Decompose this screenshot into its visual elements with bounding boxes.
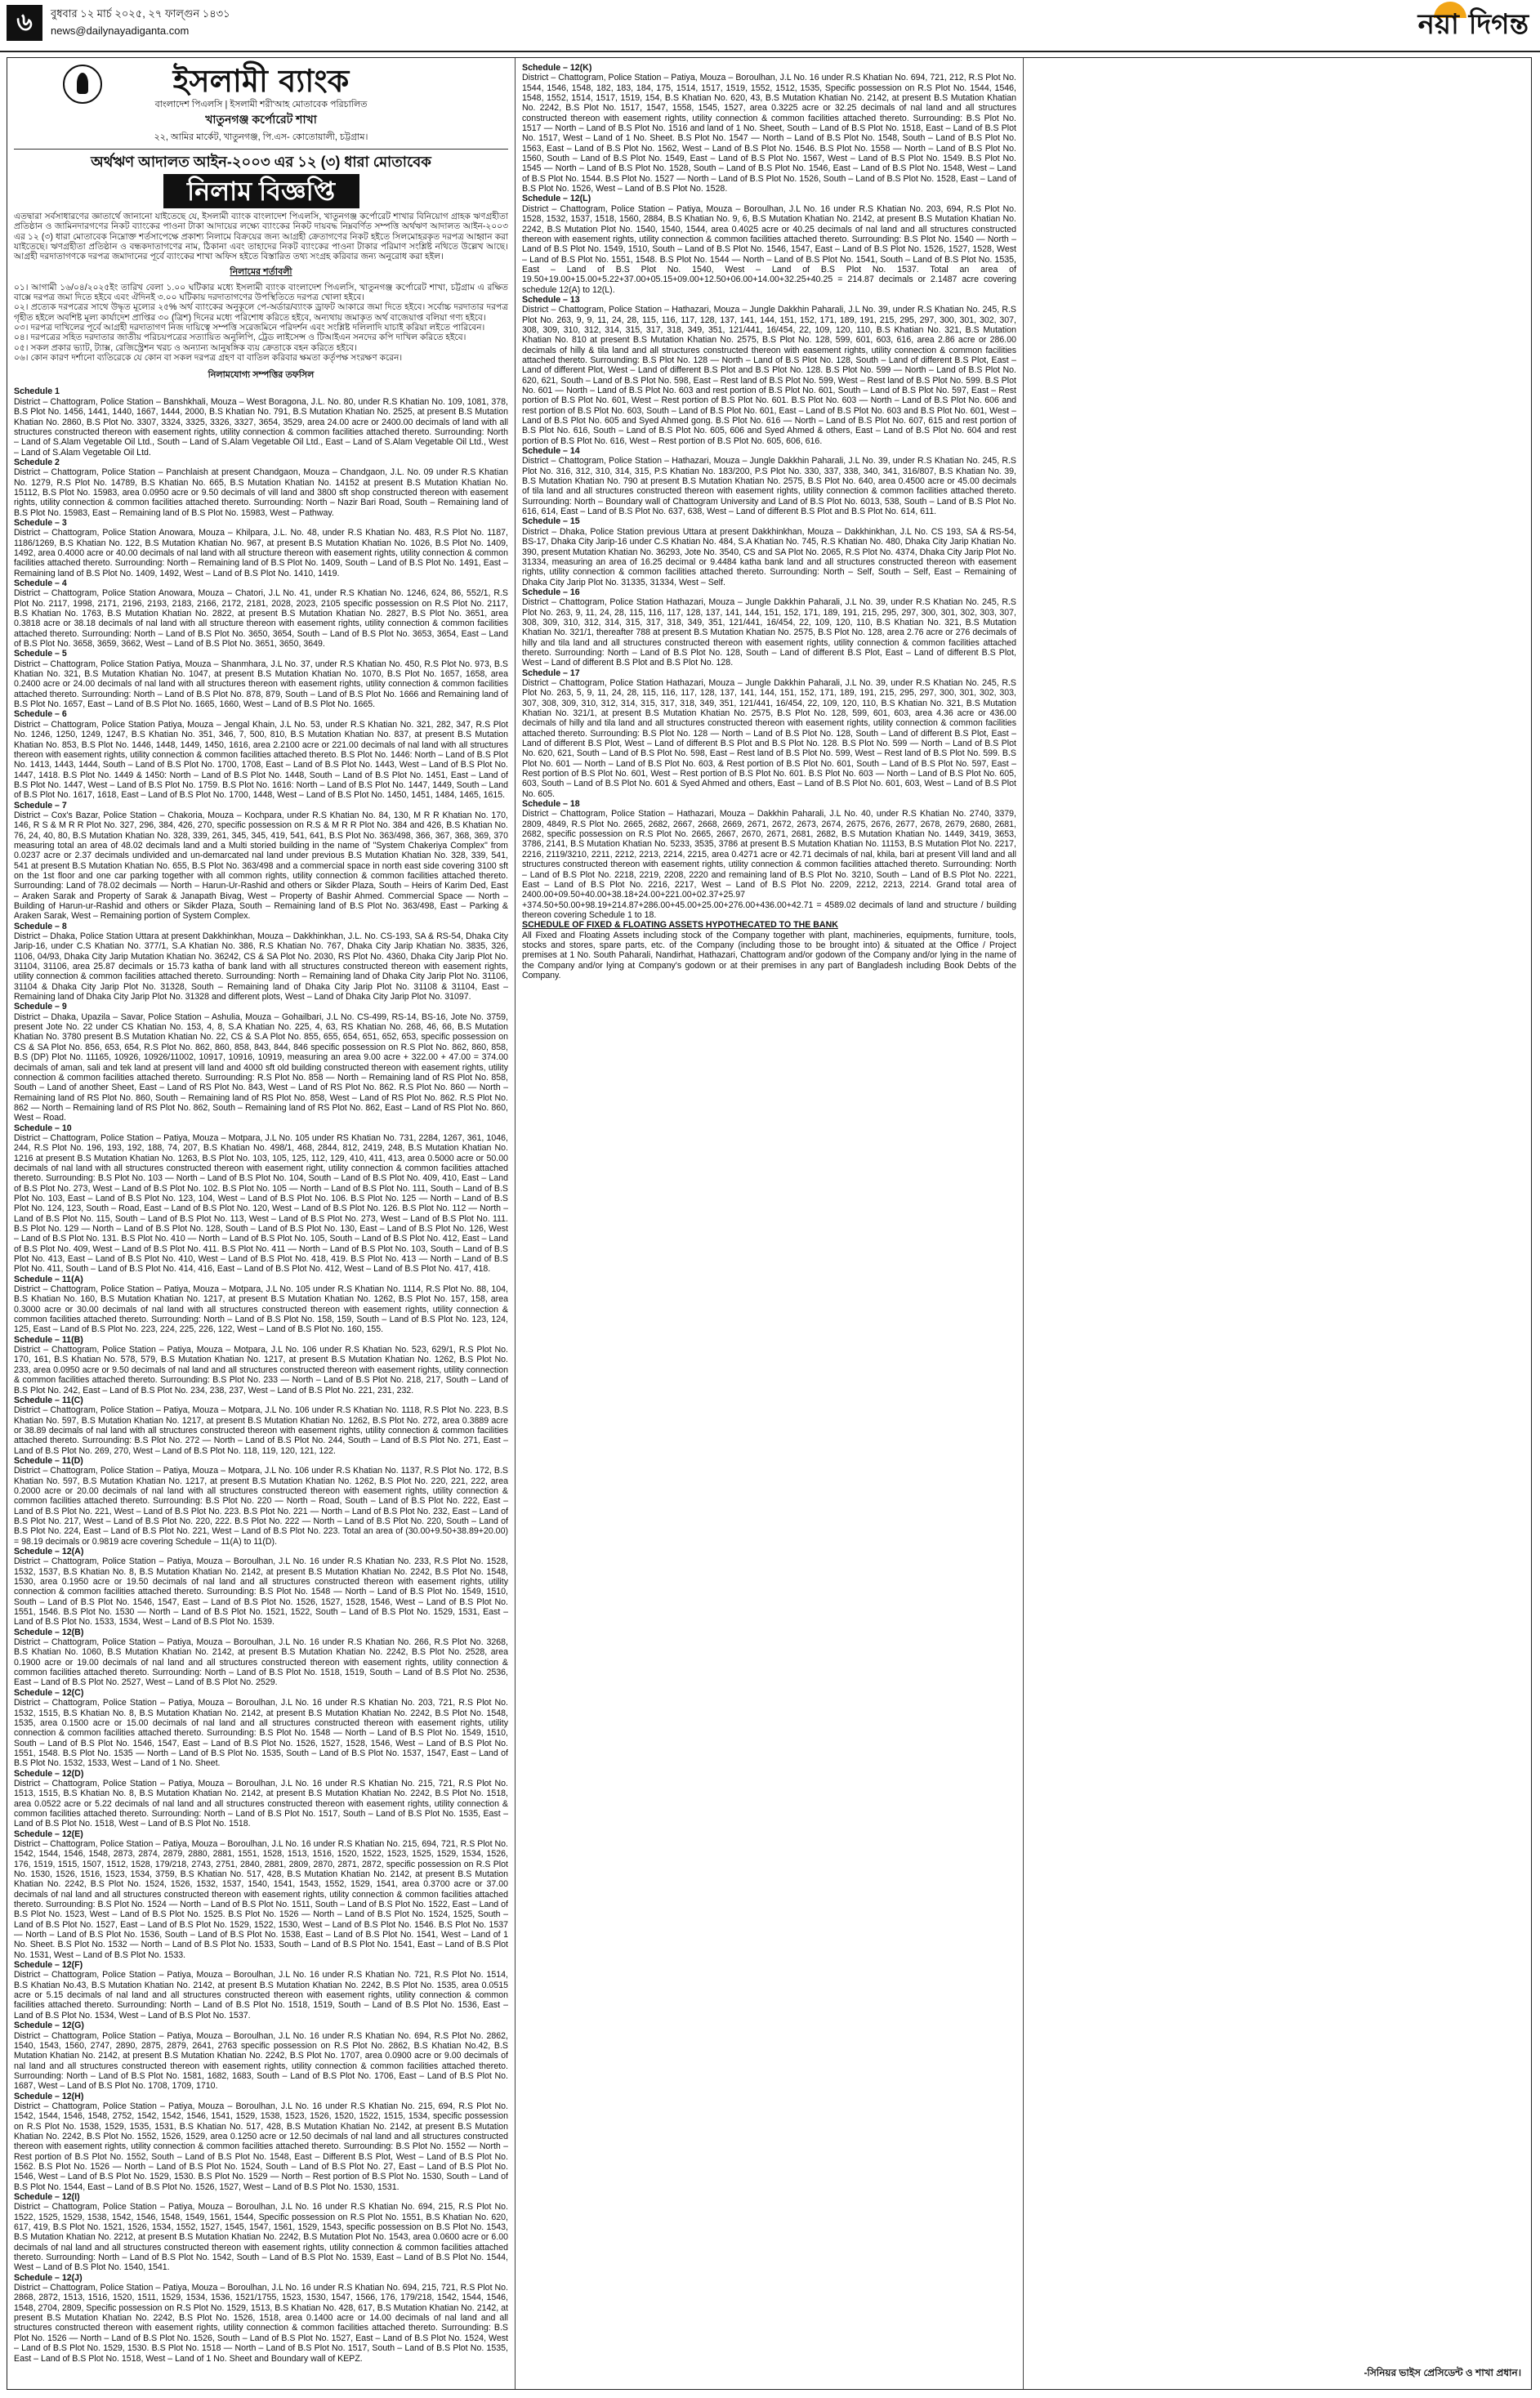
schedule-text: District – Dhaka, Police Station previous Uttara at present Dakkhinkhan, Mouza – Dakkhinkhan, J.L No. CS 193, SA & RS-54, BS-17, Dhaka City Jarip-16 under C.S Khatian No. 484, S.A Khatian No. 745, R.S Khatian No. 480, Dhaka City Jarip Khatian No. 390, present Mutation Khatian No. 36293, Jote No. 3540, CS and SA Plot No. 2065, R.S Plot No. 4374, Dhaka City Jarip Plot No. 31334, measuring an area of 16.25 decimal or 9.4484 katha bank land and all structures constructed thereon with easement rights, utility connection & common facilities attached thereto. Surrounding: North – Self, South – Self, East – Remaining of Dhaka City Jarip Plot No. 31335, 31334, West – Self. (522, 526, 1016, 587)
schedule-text: District – Dhaka, Upazila – Savar, Police Station – Ashulia, Mouza – Gohailbari, J.L No. CS-499, RS-14, BS-16, Jote No. 3759, present Jote No. 22 under CS Khatian No. 153, 4, 8, S.A Khatian No. 225, 4, 63, RS Khatian No. 268, 46, 66, B.S Mutation Khatian No. 3780 present B.S Mutation Khatian No. 22, CS & S.A Plot No. 855, 655, 654, 651, 652, 653, specific possession on CS & SA Plot No. 856, 653, 654, R.S Plot No. 862, 860, 858, 843, 844, 846 specific possession on R.S Plot No. 862, 860, 858, B.S (DP) Plot No. 11165, 10926, 10926/11002, 10917, 10916, 10919, measuring an area 9.00 acre + 322.00 + 47.00 = 374.00 decimals of aman, sali and tek land at present vill land and 4000 sft old building constructed thereon with easement rights, utility connection & common facilities attached thereto. Surrounding: R.S Plot No. 858 — North – Remaining land of RS Plot No. 858, South – Land of another Sheet, East – Land of RS Plot No. 843, West – Land of RS Plot No. 862. R.S Plot No. 860 — North – Remaining land of RS Plot No. 860, South – Remaining land of RS Plot No. 858, West – Land of RS Plot No. 862. R.S Plot No. 862 — North – Remaining land of RS Plot No. 862, South – Remaining land of RS Plot No. 862, East – Land of RS Plot No. 860, West – Road. (14, 1011, 508, 1123)
conditions-title: নিলামের শর্তাবলী (230, 266, 292, 277)
condition-item: ০৩। দরপত্র দাখিলের পূর্বে আগ্রহী দরদাতাগণ নিজ দায়িত্বে সম্পত্তি সরেজমিনে পরিদর্শন এবং সংশ্লিষ্ট দলিলাদি যাচাই করিয়া লইতে পারিবেন। (14, 323, 485, 333)
schedule-heading: Schedule – 11(C) (14, 1395, 83, 1405)
schedule-heading: Schedule – 13 (522, 294, 580, 305)
schedule-text: District – Chattogram, Police Station – Patiya, Mouza – Boroulhan, J.L No. 16 under R.S Khatian No. 694, 721, 212, R.S Plot No. 1544, 1546, 1548, 182, 183, 184, 175, 1514, 1517, 1519, 1552, 1512, 1535, Specific possession on R.S Plot No. 1544, 1546, 1548, 1552, 1514, 1517, 1519, 154, B.S Khatian No. 620, 43, B.S Mutation Khatian No. 2142, at present B.S Mutation Khatian No. 2242, B.S Plot No. 1517, 1547, 1558, 1545, 1527, area 0.3225 acre or 32.25 decimals of nal land and all structures constructed thereon with easement rights, utility connection & common facilities attached thereto. Surrounding: B.S Plot No. 1517 — North – Land of B.S Plot No. 1516 and land of 1 No. Sheet, South – Land of B.S Plot No. 1518, East – Land of B.S Plot No. 1517, West – Land of 1 No. Sheet. B.S Plot No. 1547 — North – Land of B.S Plot No. 1548, South – Land of B.S Plot No. 1563, East – Land of B.S Plot No. 1562, West – Land of B.S Plot No. 1546. B.S Plot No. 1558 — North – Land of B.S Plot No. 1560, South – Land of B.S Plot No. 1549, East – Land of B.S Plot No. 1567, West – Land of B.S Plot No. 1549. B.S Plot No. 1545 — North – Land of B.S Plot No. 1528, South – Land of B.S Plot No. 1546, East – Land of B.S Plot No. 1548, West – Land of B.S Plot No. 1544. B.S Plot No. 1527 — North – Land of B.S Plot No. 1526, South – Land of B.S Plot No. 1528, East – Land of B.S Plot No. 1526, West – Land of B.S Plot No. 1528. (522, 73, 1016, 194)
schedule-block (14, 1123, 508, 1275)
schedule-block (522, 668, 1016, 799)
schedule-heading: Schedule – 12(D) (14, 1768, 84, 1779)
schedule-text: District – Chattogram, Police Station – Patiya, Mouza – Boroulhan, J.L No. 16 under R.S Khatian No. 215, 694, R.S Plot No. 1542, 1544, 1546, 1548, 2752, 1542, 1542, 1546, 1541, 1529, 1538, 1523, 1526, 1520, 1522, 1515, 1534, specific possession on R.S Plot No. 1538, 1529, 1535, 1531, B.S Khatian No. 517, 428, B.S Mutation Khatian No. 2142, at present B.S Mutation Khatian No. 2242, B.S Plot No. 1552, 1526, 1529, area 0.1250 acre or 12.50 decimals of nal land and all structures constructed thereon with easement rights, utility connection & common facilities attached thereto. Surrounding: B.S Plot No. 1552 — North – Rest portion of B.S Plot No. 1552, South – Land of B.S Plot No. 1548, East – Different B.S Plot, West – Land of B.S Plot No. 1562. B.S Plot No. 1526 — North – Land of B.S Plot No. 1524, South – Land of B.S Plot No. 27, East – Land of B.S Plot No. 1546, West – Land of B.S Plot No. 1529, 1530. B.S Plot No. 1529 — North – Rest portion of B.S Plot No. 1530, South – Land of B.S Plot No. 1544, East – Land of B.S Plot No. 1526, 1527, West – Land of B.S Plot No. 1530, 1531. (14, 2101, 508, 2192)
schedule-block (14, 1547, 508, 1628)
page-number: ৬ (7, 5, 42, 41)
schedule-block (522, 295, 1016, 446)
schedule-heading: Schedule – 12(B) (14, 1627, 84, 1637)
schedule-heading: Schedule – 12(A) (14, 1547, 84, 1556)
schedule-block (14, 2021, 508, 2091)
intro-paragraph: এতদ্বারা সর্বসাধারণের জ্ঞাতার্থে জানানো যাইতেছে যে, ইসলামী ব্যাংক বাংলাদেশ পিএলসি, খাতুনগঞ্জ কর্পোরেট শাখার বিনিয়োগ গ্রাহক ঋণগ্রহীতা প্রতিষ্ঠান ও জামিনদারগণের নিকট ব্যাংকের পাওনা টাকা আদায়ের লক্ষ্যে ব্যাংকের নিকট দায়বদ্ধ নিম্নবর্ণিত সম্পত্তি অর্থঋণ আদালত আইন-২০০৩ এর ১২ (৩) ধারা মোতাবেক নিম্নোক্ত শর্তসাপেক্ষে প্রকাশ্য নিলামে বিক্রয়ের জন্য আগ্রহী ক্রেতাগণের নিকট হইতে সিলমোহরকৃত দরপত্র আহ্বান করা যাইতেছে। ঋণগ্রহীতা প্রতিষ্ঠান ও বন্ধকদাতাগণের নাম, ঠিকানা এবং তাহাদের নিকট ব্যাংকের পাওনা টাকার পরিমাণ সংশ্লিষ্ট নথিতে উল্লেখ আছে। আগ্রহী দরদাতাগণকে দরপত্র জমাদানের পূর্বে ব্যাংকের শাখা অফিস হইতে বিস্তারিত তথ্য সংগ্রহ করিবার জন্য অনুরোধ করা হইল। (14, 212, 508, 262)
auction-title: নিলাম বিজ্ঞপ্তি (163, 174, 359, 208)
condition-item: ০১। আগামী ১৬/০৪/২০২৫ইং তারিখ বেলা ১.০০ ঘটিকার মধ্যে ইসলামী ব্যাংক বাংলাদেশ পিএলসি, খাতুনগঞ্জ কর্পোরেট শাখা, চট্টগ্রাম এ রক্ষিত বাক্সে দরপত্র জমা দিতে হইবে এবং ঐদিনই ৩.০০ ঘটিকায় দরদাতাগণের উপস্থিতিতে দরপত্র খোলা হইবে। (14, 282, 508, 303)
signatory: -সিনিয়র ভাইস প্রেসিডেন্ট ও শাখা প্রধান। (1364, 2367, 1521, 2378)
schedule-heading: Schedule – 3 (14, 517, 67, 528)
schedule-block (14, 1275, 508, 1335)
schedule-block (14, 2273, 508, 2364)
schedule-block (522, 920, 1016, 980)
schedule-block (14, 1769, 508, 1829)
schedule-text: District – Chattogram, Police Station – Hathazari, Mouza – Dakkhin Paharali, J.L No. 40, under R.S Khatian No. 2740, 3379, 2809, 4849, R.S Plot No. 2665, 2682, 2667, 2668, 2669, 2671, 2672, 2673, 2674, 2675, 2676, 2677, 2678, 2679, 2680, 2681, 2682, specific possession on R.S Plot No. 2665, 2667, 2670, 2671, 2681, 2682, B.S Mutation Khatian No. 1449, 3419, 3653, 3786, 2141, B.S Mutation Khatian No. 5233, 3535, 3786 at present B.S Mutation Khatian No. 11153, B.S Mutation Plot No. 2217, 2216, 2119/3210, 2211, 2212, 2213, 2214, 2215, area 0.4271 acre or 42.71 decimals of nal, khila, bari at present Vill land and all structures constructed thereon with easement rights, utility connection & common facilities attached thereto. Surrounding: North – Land of B.S Plot No. 2218, 2219, 2208, 2220 and remaining land of B.S Plot No. 3210, South – Land of B.S Plot No. 2221, East – Land of B.S Plot No. 2216, 2217, West – Land of B.S Plot No. 2209, 2212, 2213, 2214. Grand total area of 2400.00+09.50+40.00+38.18+24.00+221.00+02.37+25.97 +374.50+50.00+98.19+214.87+286.00+45.00+25.00+276.00+436.00+42.71 = 4589.02 decimals of land and structure / building thereon covering Schedule 1 to 18. (522, 809, 1016, 920)
schedule-text: District – Chattogram, Police Station – Banshkhali, Mouza – West Boragona, J.L. No. 80, under R.S Khatian No. 109, 1081, 378, B.S Plot No. 1456, 1441, 1440, 1667, 1444, 2000, B.S Khatian No. 791, B.S Mutation Khatian No. 2525, at present B.S Mutation Khatian No. 2860, B.S Plot No. 3307, 3324, 3325, 3326, 3327, 3654, 3529, area 24.00 acre or 2400.00 decimals of land with all structures constructed thereon with easement rights, utility connection & common facilities attached thereto. Surrounding: North – Land of S.Alam Vegetable Oil Ltd., South – Land of S.Alam Vegetable Oil Ltd., East – Land of S.Alam Vegetable Oil Ltd., West – Land of S.Alam Vegetable Oil Ltd. (14, 396, 508, 458)
schedule-block (522, 516, 1016, 587)
schedule-text: District – Chattogram, Police Station – Hathazari, Mouza – Jungle Dakkhin Paharali, J.L No. 39, under R.S Khatian No. 245, R.S Plot No. 263, 9, 9, 11, 24, 28, 115, 116, 117, 128, 137, 141, 144, 151, 152, 171, 189, 191, 215, 295, 297, 300, 301, 302, 307, 308, 309, 310, 312, 314, 315, 317, 318, 349, 351, 121/441, 16/454, 22, 109, 120, 110, B.S Khatian No. 321, B.S Mutation Khatian No. 810 at present B.S Mutation Khatian No. 2575, B.S Plot No. 128, 599, 601, 603, 616, area 2.86 acre or 286.00 decimals of hilly & tila land and all structures constructed thereon with easement rights, utility connection & common facilities attached thereto. Surrounding: B.S Plot No. 128 — North – Land of B.S Plot No. 128, South – Land of different B.S Plot, East – Land of different Plot, West – Land of different B.S Plot and B.S Plot No. 128. B.S Plot No. 599 — North – Land of B.S Plot No. 620, 621, South – Land of B.S Plot No. 598, East – Rest land of B.S Plot No. 599, West – Rest land of B.S Plot No. 599. B.S Plot No. 601 — North – Land of B.S Plot No. 603 and rest portion of B.S Plot No. 601, South – Land of B.S Plot No. 597, East – Rest portion of B.S Plot No. 601, West – Rest portion of B.S Plot No. 601. B.S Plot No. 603 — North – Land of B.S Plot No. 606 and rest portion of B.S Plot No. 603, South – Land of B.S Plot No. 601, East – Land of B.S Plot No. 603 and B.S Plot No. 601, West – Land of B.S Plot No. 605 and Syed Ahmed gong. B.S Plot No. 616 — North – Land of B.S Plot No. 607, 615 and rest portion of B.S Plot No. 616, South – Land of B.S Plot No. 605, 606 and Syed Ahmed & others, East – Land of B.S Plot No. 604 and rest portion of B.S Plot No. 616, West – Rest portion of B.S Plot No. 605, 606, 616. (522, 305, 1016, 446)
schedule-block (14, 386, 508, 457)
column-1 (7, 58, 516, 2389)
schedule-heading: Schedule – 17 (522, 668, 580, 678)
schedule-block (522, 446, 1016, 516)
schedule-text: District – Chattogram, Police Station – Patiya, Mouza – Motpara, J.L No. 106 under R.S Khatian No. 523, 629/1, R.S Plot No. 170, 161, B.S Khatian No. 578, 579, B.S Mutation Khatian No. 1217, at present B.S Mutation Khatian No. 1262, B.S Plot No. 233, area 0.0950 acre or 9.50 decimals of nal land and all structures constructed thereon with easement rights, utility connection & common facilities attached thereto. Surrounding: B.S Plot No. 233 — North – Land of B.S Plot No. 218, 217, South – Land of B.S Plot No. 242, East – Land of B.S Plot No. 234, 238, 237, West – Land of B.S Plot No. 221, 231, 232. (14, 1345, 508, 1395)
properties-title: নিলামযোগ্য সম্পত্তির তফসিল (208, 370, 315, 381)
schedule-text: District – Chattogram, Police Station – Patiya, Mouza – Boroulhan, J.L No. 16 under R.S Khatian No. 694, 215, 721, R.S Plot No. 2868, 2872, 1513, 1516, 1520, 1511, 1529, 1534, 1536, 1521/1755, 1523, 1530, 1547, 1566, 176, 179/218, 1542, 1544, 1546, 1548, 2704, 2809, Specific possession on R.S Plot No. 1529, 1513, B.S Khatian No. 428, 617, B.S Mutation Khatian No. 2142, at present B.S Mutation Khatian No. 2242, B.S Plot No. 1526, 1518, area 0.1400 acre or 14.00 decimals of nal land and all structures constructed thereon with easement rights, utility connection & common facilities attached thereto. Surrounding: B.S Plot No. 1526 — North – Land of B.S Plot No. 1526, South – Land of B.S Plot No. 1527, East – Land of B.S Plot No. 1524, West – Land of B.S Plot No. 1529, 1530. B.S Plot No. 1518 — North – Land of B.S Plot No. 1517, South – Land of B.S Plot No. 1535, East – Land of B.S Plot No. 1518, West – Land of 1 No. Sheet and Boundary wall of KEPZ. (14, 2283, 508, 2364)
schedule-text: District – Chattogram, Police Station Patiya, Mouza – Shanmhara, J.L No. 37, under R.S Khatian No. 450, R.S Plot No. 973, B.S Khatian No. 321, B.S Mutation Khatian No. 1047, at present B.S Mutation Khatian No. 1070, B.S Plot No. 1657, 1658, area 0.2400 acre or 24.00 decimals of nal land with all structures thereon with easement rights, utility connection & common facilities attached thereto. Surrounding: North – Land of B.S Plot No. 878, 879, South – Land of B.S Plot No. 1666 and Remaining land of B.S Plot No. 1657, East – Land of B.S Plot No. 1665, 1660, West – Land of B.S Plot No. 1665. (14, 659, 508, 710)
bank-logo-icon (63, 65, 102, 104)
schedule-text: District – Chattogram, Police Station – Patiya, Mouza – Boroulhan, J.L No. 16 under R.S Khatian No. 203, 721, R.S Plot No. 1532, 1515, B.S Khatian No. 8, B.S Mutation Khatian No. 2142, at present B.S Mutation Khatian No. 2242, B.S Plot No. 1548, 1535, area 0.1500 acre or 15.00 decimals of nal land and all structures constructed thereon with easement rights, utility connection & common facilities attached thereto. Surrounding: B.S Plot No. 1548 — North – Land of B.S Plot No. 1549, 1510, South – Land of B.S Plot No. 1546, 1547, East – Land of B.S Plot No. 1526, 1527, 1528, 1546, West – Land of B.S Plot No. 1551, 1548. B.S Plot No. 1535 — North – Land of B.S Plot No. 1535, South – Land of B.S Plot No. 1537, 1547, East – Land of B.S Plot No. 1532, 1533, West – Land of 1 No. Sheet. (14, 1698, 508, 1769)
schedule-heading: Schedule – 12(K) (522, 63, 592, 73)
schedule-heading: Schedule – 16 (522, 587, 580, 597)
schedule-block (14, 1829, 508, 1960)
schedule-heading: Schedule – 12(H) (14, 2091, 84, 2101)
schedule-block (14, 458, 508, 518)
schedule-block (522, 799, 1016, 920)
schedule-text: District – Chattogram, Police Station – Patiya, Mouza – Boroulhan, J.L No. 16 under R.S Khatian No. 215, 694, 721, R.S Plot No. 1542, 1544, 1546, 1548, 2873, 2874, 2879, 2880, 2881, 1551, 1528, 1513, 1516, 1520, 1522, 1523, 1525, 1529, 1534, 1526, 176, 1519, 1515, 1507, 1512, 1528, 179/218, 2743, 2751, 2840, 2881, 2809, 2870, 2871, 2872, specific possession on R.S Plot No. 1530, 1526, 1516, 1523, 1534, 3759, B.S Khatian No. 517, 428, B.S Mutation Khatian No. 2142, at present B.S Mutation Khatian No. 2242, B.S Plot No. 1524, 1526, 1532, 1537, 1540, 1541, 1543, 1552, 1529, 1541, area 0.3700 acre or 37.00 decimals of nal land and all structures constructed thereon with easement rights, utility connection & common facilities attached thereto. Surrounding: B.S Plot No. 1524 — North – Land of B.S Plot No. 1511, South – Land of B.S Plot No. 1522, East – Land of B.S Plot No. 1523, West – Land of B.S Plot No. 1525. B.S Plot No. 1526 — North – Land of B.S Plot No. 1524, 1525, South – Land of B.S Plot No. 1527, East – Land of B.S Plot No. 1529, 1522, 1530, West – Land of B.S Plot No. 1546. B.S Plot No. 1537 — North – Land of B.S Plot No. 1536, South – Land of B.S Plot No. 1538, East – Land of B.S Plot No. 1541, West – Land of 1 No. Sheet. B.S Plot No. 1532 — North – Land of B.S Plot No. 1533, South – Land of B.S Plot No. 1541, East – Land of B.S Plot No. 1531, West – Land of B.S Plot No. 1533. (14, 1838, 508, 1960)
schedule-flow-2 (522, 63, 1016, 980)
schedule-heading: Schedule – 11(A) (14, 1274, 83, 1284)
schedule-heading: Schedule – 12(I) (14, 2192, 80, 2202)
schedule-flow-1 (14, 386, 508, 2363)
schedule-heading: Schedule – 14 (522, 446, 580, 457)
schedule-text: District – Cox's Bazar, Police Station – Chakoria, Mouza – Kochpara, under R.S Khatian No. 84, 130, M R R Khatian No. 170, 146, R S & M R R Plot No. 327, 296, 384, 426, 270, specific possession on R.S & M R R Plot No. 384 and 426, B.S Khatian No. 76, 24, 40, 80, B.S Mutation Khatian No. 328, 339, 261, 345, 345, 419, 541, 641, B.S Plot No. 363/498, 366, 367, 368, 369, 370 measuring total an area of 48.02 decimals land and a Multi storied building in the name of "System Chakeriya Complex" from 0.0237 acre or 2.37 decimals undivided and un-demarcated nal land under previous B.S Mutation Khatian No. 328, 339, 541, 541 at present B.S Mutation Khatian No. 655, B.S Plot No. 363/498 and a commercial space in north east side covering 3100 sft on the 1st floor and one car parking together with all common rights, utility connection & common facilities attached thereto. Surrounding: Land of 78.02 decimals — North – Harun-Ur-Rashid and others or Sikder Plaza, South – Heirs of Karim Ded, East – Araken Sarak and Property of Sarak & Janapath Bivag, West – Property of Bashir Ahmed. Commercial Space — North – Building of Harun-ur-Rashid and others or Sikder Plaza, South – Remaining land of B.S Plot No. 363/498, East – Parking & Araken Sarak, West – Remaining portion of System Complex. (14, 810, 508, 922)
schedule-block (14, 578, 508, 649)
schedule-block (14, 922, 508, 1003)
schedule-block (14, 1335, 508, 1395)
schedule-block (522, 63, 1016, 194)
schedule-text: District – Chattogram, Police Station – Patiya, Mouza – Motpara, J.L No. 105 under R.S Khatian No. 1114, R.S Plot No. 88, 104, B.S Khatian No. 160, B.S Mutation Khatian No. 1217, at present B.S Mutation Khatian No. 1262, B.S Plot No. 157, 158, area 0.3000 acre or 30.00 decimals of nal land with all structures constructed thereon with easement rights, utility connection & common facilities attached thereto. Surrounding: North – Land of B.S Plot No. 158, 159, South – Land of B.S Plot No. 123, 124, 125, East – Land of B.S Plot No. 223, 224, 225, 226, 122, West – Land of B.S Plot No. 160, 155. (14, 1284, 508, 1335)
schedule-text: District – Chattogram, Police Station – Patiya, Mouza – Boroulhan, J.L No. 16 under R.S Khatian No. 694, 215, R.S Plot No. 1522, 1525, 1529, 1538, 1542, 1546, 1548, 1549, 1561, 1544, Specific possession on R.S Plot No. 1551, B.S Khatian No. 620, 617, 419, B.S Plot No. 1521, 1526, 1534, 1552, 1527, 1545, 1547, 1561, 1529, 1543, specific possession on B.S Plot No. 1543, B.S Mutation Khatian No. 2212, at present B.S Mutation Khatian No. 2242, B.S Mutation Plot No. 1543, area 0.0600 acre or 6.00 decimals of nal land and all structures constructed thereon with easement rights, utility connection & common facilities attached thereto. Surrounding: North – Land of B.S Plot No. 1542, South – Land of B.S Plot No. 1539, East – Land of B.S Plot No. 1544, West – Land of B.S Plot No. 1540, 1541. (14, 2202, 508, 2273)
schedule-heading: Schedule – 12(C) (14, 1687, 84, 1698)
page-date: বুধবার ১২ মার্চ ২০২৫, ২৭ ফাল্গুন ১৪৩১ (51, 7, 230, 20)
schedule-heading: Schedule – 11(D) (14, 1455, 83, 1466)
schedule-heading: Schedule – 15 (522, 516, 580, 527)
schedule-block (14, 1960, 508, 2021)
schedule-text: District – Dhaka, Police Station Uttara at present Dakkhinkhan, Mouza – Dakkhinkhan, J.L. No. CS-193, SA & RS-54, Dhaka City Jarip-16, under C.S Khatian No. 377/1, S.A Khatian No. 386, R.S Khatian No. 767, Dhaka City Jarip Khatian No. 3835, 326, 1106, 04/93, Dhaka City Jarip Mutation Khatian No. 36242, CS & SA Plot No. 2030, RS Plot No. 4360, Dhaka City Jarip Plot No. 31104, 31106, area 25.87 decimals or 15.73 katha of bank land with all structures constructed thereon with easement rights, utility connection & common facilities attached thereto. Surrounding: North – Remaining land of Dhaka City Jarip Plot No. 31106, 31104 & Dhaka City Jarip Plot No. 31328, South – Remaining land of Dhaka City Jarip Plot No. 31108 & 31104, East – Remaining land of Dhaka City Jarip Plot No. 31328 and different plots, West – Land of Dhaka City Jarip Plot No. 31097. (14, 931, 508, 1003)
schedule-text: District – Chattogram, Police Station – Hathazari, Mouza – Jungle Dakkhin Paharali, J.L No. 39, under R.S Khatian No. 245, R.S Plot No. 316, 312, 310, 314, 315, P.S Khatian No. 183/200, P.S Plot No. 330, 337, 338, 340, 341, 316/807, B.S Khatian No. 39, B.S Mutation Khatian No. 790 at present B.S Mutation Khatian No. 2575, B.S Plot No. 640, area 0.4500 acre or 45.00 decimals of tila land and all structures constructed thereon with easement rights, utility connection & common facilities attached thereto. Surrounding: North – Boundary wall of Chattogram University and Land of B.S Plot No. 6013, 538, South – Land of B.S Plot No. 616, 614, East – Land of B.S Plot No. 637, 638, West – Land of different B.S Plot and B.S Plot No. 614, 611. (522, 456, 1016, 517)
schedule-heading: Schedule – 12(G) (14, 2021, 84, 2031)
schedule-text: District – Chattogram, Police Station – Patiya, Mouza – Boroulhan, J.L No. 16 under R.S Khatian No. 694, R.S Plot No. 2862, 1540, 1543, 1560, 2747, 2890, 2875, 2879, 2641, 2763 specific possession on R.S Plot No. 2862, B.S Khatian No.42, B.S Mutation Khatian No. 2142, at present B.S Mutation Khatian No. 2242, B.S Plot No. 1707, area 0.0900 acre or 9.00 decimals of nal land and all structures constructed thereon with easement rights, utility connection & common facilities attached thereto. Surrounding: North – Land of B.S Plot No. 1581, 1682, 1683, South – Land of B.S Plot No. 1706, East – Land of B.S Plot No. 1687, West – Land of B.S Plot No. 1708, 1709, 1710. (14, 2030, 508, 2092)
newspaper-masthead: নয়া দিগন্ত (1417, 8, 1529, 41)
schedule-block (522, 194, 1016, 294)
schedule-heading: Schedule – 12(F) (14, 1960, 83, 1971)
schedule-block (14, 2092, 508, 2192)
schedule-block (14, 1688, 508, 1769)
schedule-heading: Schedule – 11(B) (14, 1334, 83, 1345)
schedule-text: District – Chattogram, Police Station – Patiya, Mouza – Boroulhan, J.L No. 16 under R.S Khatian No. 233, R.S Plot No. 1528, 1532, 1537, B.S Khatian No. 8, B.S Mutation Khatian No. 2142, at present B.S Mutation Khatian No. 2242, B.S Plot No. 1548, 1530, area 0.1950 acre or 19.50 decimals of nal land and all structures constructed thereon with easement rights, utility connection & common facilities attached thereto. Surrounding: B.S Plot No. 1548 — North – Land of B.S Plot No. 1549, 1510, South – Land of B.S Plot No. 1546, 1547, East – Land of B.S Plot No. 1526, 1527, 1528, 1546, West – Land of B.S Plot No. 1551, 1546. B.S Plot No. 1530 — North – Land of B.S Plot No. 1521, 1522, South – Land of B.S Plot No. 1529, 1531, East – Land of B.S Plot No. 1533, 1534, West – Land of B.S Plot No. 1539. (14, 1556, 508, 1628)
auction-notice (7, 57, 1532, 2390)
schedule-text: District – Chattogram, Police Station – Patiya, Mouza – Motpara, J.L No. 106 under R.S Khatian No. 1137, R.S Plot No. 172, B.S Khatian No. 597, B.S Mutation Khatian No. 1217, at present B.S Mutation Khatian No. 1262, B.S Plot No. 220, 221, 222, area 0.2000 acre or 20.00 decimals of nal land with all structures constructed thereon with easement rights, utility connection & common facilities attached thereto. Surrounding: B.S Plot No. 220 — North – Road, South – Land of B.S Plot No. 222, East – Land of B.S Plot No. 221, West – Land of B.S Plot No. 223. B.S Plot No. 221 — North – Land of B.S Plot No. 232, East – Land of B.S Plot No. 217, West – Land of B.S Plot No. 220, 222. B.S Plot No. 222 — North – Land of B.S Plot No. 220, South – Land of B.S Plot No. 224, East – Land of B.S Plot No. 221, West – Land of B.S Plot No. 223. Total an area of (30.00+9.50+38.89+20.00) = 98.19 decimals or 0.9819 acre covering Schedule – 11(A) to 11(D). (14, 1466, 508, 1547)
page-header (0, 0, 1540, 52)
schedule-block (14, 1456, 508, 1547)
schedule-block (522, 587, 1016, 668)
schedule-block (14, 709, 508, 800)
branch-address: ২২, আমির মার্কেট, খাতুনগঞ্জ, পি.এস- কোতোয়ালী, চট্টগ্রাম। (154, 132, 368, 142)
schedule-heading: Schedule – 10 (14, 1123, 72, 1133)
schedule-heading: Schedule – 6 (14, 709, 67, 720)
schedule-heading: Schedule – 4 (14, 578, 67, 588)
schedule-heading: Schedule 2 (14, 457, 60, 467)
schedule-text: District – Chattogram, Police Station Hathazari, Mouza – Jungle Dakkhin Paharali, J.L No. 39, under R.S Khatian No. 245, R.S Plot No. 263, 9, 11, 24, 28, 115, 116, 117, 128, 137, 141, 144, 151, 152, 171, 189, 191, 215, 295, 297, 300, 301, 302, 303, 307, 308, 309, 310, 312, 314, 315, 317, 318, 349, 351, 121/441, 16/454, 22, 109, 120, 110, B.S Khatian No. 321, B.S Mutation Khatian No. 321/1, thereafter 788 at present B.S Mutation Khatian No. 2575, B.S Plot No. 128, area 2.76 acre or 276 decimals of hilly and tila land and all structures constructed thereon with easement rights, utility connection & common facilities attached thereto. Surrounding: North – Land of B.S Plot No. 128, South – Land of different B.S Plot, East – Land of different B.S Plot, West – Land of different B.S Plot and B.S Plot No. 128. (522, 597, 1016, 668)
schedule-heading: SCHEDULE OF FIXED & FLOATING ASSETS HYPOTHECATED TO THE BANK (522, 920, 838, 931)
schedule-heading: Schedule – 9 (14, 1002, 67, 1012)
conditions-list (14, 283, 508, 364)
schedule-text: District – Chattogram, Police Station – Patiya, Mouza – Motpara, J.L No. 106 under R.S Khatian No. 1118, R.S Plot No. 223, B.S Khatian No. 597, B.S Mutation Khatian No. 1217, at present B.S Mutation Khatian No. 1262, B.S Plot No. 272, area 0.3889 acre or 38.89 decimals of nal land with all structures constructed thereon with easement rights, utility connection & common facilities attached thereto. Surrounding: B.S Plot No. 272 — North – Land of B.S Plot No. 244, South – Land of B.S Plot No. 271, East – Land of B.S Plot No. 269, 270, West – Land of B.S Plot No. 118, 119, 120, 121, 122. (14, 1405, 508, 1456)
schedule-heading: Schedule 1 (14, 386, 60, 397)
schedule-block (14, 649, 508, 709)
schedule-text: District – Chattogram, Police Station – Patiya, Mouza – Boroulhan, J.L No. 16 under R.S Khatian No. 203, 694, R.S Plot No. 1528, 1532, 1537, 1518, 1560, 2884, B.S Khatian No. 9, 6, B.S Mutation Khatian No. 2142, at present B.S Mutation Khatian No. 2242, B.S Mutation Plot No. 1540, 1540, 1544, area 0.4025 acre or 40.25 decimals of nal land and all structures constructed thereon with easement rights, utility connection & common facilities attached thereto. Surrounding: B.S Plot No. 1540 — North – Land of B.S Plot No. 1549, 1510, South – Land of B.S Plot No. 1546, 1547, East – Land of B.S Plot No. 1526, 1527, 1528, West – Land of B.S Plot No. 1551, 1548. B.S Plot No. 1544 — North – Land of B.S Plot No. 1541, South – Land of B.S Plot No. 1535, East – Land of B.S Plot No. 1540, West – Land of B.S Plot No. 1537. Total an area of 19.50+19.00+15.00+5.22+37.00+05.15+09.00+12.50+06.00+14.00+32.25+40.25 = 214.87 decimals or 2.1487 acre covering schedule 12(A) to 12(L). (522, 203, 1016, 295)
schedule-text: District – Chattogram, Police Station – Patiya, Mouza – Boroulhan, J.L No. 16 under R.S Khatian No. 721, R.S Plot No. 1514, B.S Khatian No.43, B.S Mutation Khatian No. 2142, at present B.S Mutation Khatian No. 2242, B.S Plot No. 1535, area 0.0515 acre or 5.15 decimals of nal land and all structures constructed thereon with easement rights, utility connection & common facilities attached thereto. Surrounding: North – Land of B.S Plot No. 1518, 1519, South – Land of B.S Plot No. 1536, East – Land of B.S Plot No. 1534, West – Land of B.S Plot No. 1537. (14, 1970, 508, 2021)
schedule-block (14, 2192, 508, 2273)
condition-item: ০৬। কোন কারণ দর্শানো ব্যতিরেকে যে কোন বা সকল দরপত্র গ্রহণ বা বাতিল করিবার ক্ষমতা কর্তৃপক্ষ সংরক্ষণ করেন। (14, 353, 403, 364)
branch-name: খাতুনগঞ্জ কর্পোরেট শাখা (205, 113, 317, 126)
schedule-heading: Schedule – 12(E) (14, 1829, 83, 1839)
schedule-heading: Schedule – 12(J) (14, 2272, 83, 2283)
schedule-block (14, 1002, 508, 1123)
schedule-heading: Schedule – 12(L) (522, 194, 591, 204)
bank-name: ইসলামী ব্যাংক (172, 62, 350, 99)
schedule-text: District – Chattogram, Police Station – Panchlaish at present Chandgaon, Mouza – Chandgaon, J.L. No. 09 under R.S Khatian No. 1279, R.S Plot No. 14789, B.S Khatian No. 665, B.S Mutation Khatian No. 14152 at present B.S Mutation Khatian No. 15112, B.S Plot No. 15983, area 0.0950 acre or 9.50 decimals of vill land and 3800 sft shop constructed thereon with easement rights, utility connection & common facilities attached thereto. Surrounding: North – Nazir Bari Road, South – Remaining land of B.S Plot No. 15983, East – Remaining land of B.S Plot No. 15983, West – Pathway. (14, 467, 508, 518)
page-email: news@dailynayadiganta.com (51, 25, 190, 37)
condition-item: ০৪। দরপত্রের সহিত দরদাতার জাতীয় পরিচয়পত্রের সত্যায়িত অনুলিপি, ট্রেড লাইসেন্স ও টিআইএন সনদের কপি দাখিল করিতে হইবে। (14, 333, 466, 343)
schedule-block (14, 1395, 508, 1456)
schedule-heading: Schedule – 7 (14, 800, 67, 810)
condition-item: ০২। প্রত্যেক দরপত্রের সাথে উদ্ধৃত মূল্যের ২৫% অর্থ ব্যাংকের অনুকূলে পে-অর্ডার/ব্যাংক ড্রাফট আকারে জমা দিতে হইবে। সর্বোচ্চ দরদাতার দরপত্র গৃহীত হইলে অবশিষ্ট মূল্য কার্যাদেশ প্রাপ্তির ৩০ (ত্রিশ) দিনের মধ্যে পরিশোধ করিতে হইবে, অন্যথায় জমাকৃত অর্থ বাজেয়াপ্ত বলিয়া গণ্য হইবে। (14, 302, 508, 323)
condition-item: ০৫। সকল প্রকার ভ্যাট, ট্যাক্স, রেজিস্ট্রেশন খরচ ও অন্যান্য আনুষঙ্গিক ব্যয় ক্রেতাকে বহন করিতে হইবে। (14, 342, 357, 353)
column-2 (516, 58, 1024, 2389)
schedule-block (14, 1628, 508, 1688)
schedule-text: District – Chattogram, Police Station – Patiya, Mouza – Boroulhan, J.L No. 16 under R.S Khatian No. 266, R.S Plot No. 3268, B.S Khatian No. 1060, B.S Mutation Khatian No. 2142, at present B.S Mutation Khatian No. 2242, B.S Plot No. 2528, area 0.1900 acre or 19.00 decimals of nal land and all structures constructed thereon with easement rights, utility connection & common facilities attached thereto. Surrounding: North – Land of B.S Plot No. 1518, 1519, South – Land of B.S Plot No. 2536, East – Land of B.S Plot No. 2527, West – Land of B.S Plot No. 2529. (14, 1637, 508, 1688)
schedule-text: District – Chattogram, Police Station Hathazari, Mouza – Jungle Dakkhin Paharali, J.L No. 39, under R.S Khatian No. 245, R.S Plot No. 263, 5, 9, 11, 24, 28, 115, 116, 117, 128, 137, 141, 144, 151, 152, 171, 189, 191, 215, 295, 297, 300, 301, 302, 303, 307, 308, 309, 310, 312, 314, 315, 317, 318, 349, 351, 121/441, 16/454, 22, 109, 120, 110, B.S Khatian No. 321, B.S Mutation Khatian No. 321/1, at present B.S Mutation Khatian No. 2575, B.S Plot No. 128, 599, 601, 603, area 4.36 acre or 436.00 decimals of hilly and tila land and all structures constructed thereon with easement rights, utility connection & common facilities attached thereto. Surrounding: B.S Plot No. 128 — North – Land of B.S Plot No. 128, South – Land of different B.S Plot, East – Land of different B.S Plot, West – Land of different B.S Plot and B.S Plot No. 128. B.S Plot No. 599 — North – Land of B.S Plot No. 620, 621, South – Land of B.S Plot No. 598, East – Rest land of B.S Plot No. 599, West – Rest land of B.S Plot No. 599. B.S Plot No. 601 — North – Land of B.S Plot No. 603, & Rest portion of B.S Plot No. 601, South – Land of B.S Plot No. 597, East – Rest portion of B.S Plot No. 601, West – Rest portion of B.S Plot No. 601. B.S Plot No. 603 — North – Land of B.S Plot No. 605, 603, South – Land of B.S Plot No. 601 & Syed Ahmed and others, East – Land of B.S Plot No. 601, 603, West – Land of B.S Plot No. 605. (522, 677, 1016, 799)
column-3 (1024, 58, 1531, 2389)
schedule-heading: Schedule – 5 (14, 649, 67, 659)
schedule-text: District – Chattogram, Police Station Anowara, Mouza – Chatori, J.L No. 41, under R.S Khatian No. 1246, 624, 86, 552/1, R.S Plot No. 2117, 1998, 2171, 2196, 2193, 2183, 2166, 2172, 2181, 2028, 2023, 2105 specific possession on R.S Plot No. 2117, B.S Khatian No. 1763, B.S Mutation Khatian No. 2822, at present B.S Mutation Khatian No. 2827, B.S Plot No. 3651, area 0.3818 acre or 38.18 decimals of nal land with all structure thereon with easement rights, utility connection & common facilities attached thereto. Surrounding: North – Land of B.S Plot No. 3650, 3654, South – Land of B.S Plot No. 3653, 3654, East – Land of B.S Plot No. 3658, 3659, 3662, West – Land of B.S Plot No. 3651, 3650, 3649. (14, 588, 508, 650)
schedule-heading: Schedule – 18 (522, 799, 580, 810)
law-heading: অর্থঋণ আদালত আইন-২০০৩ এর ১২ (৩) ধারা মোতাবেক (91, 154, 431, 170)
schedule-heading: Schedule – 8 (14, 921, 67, 931)
schedule-text: District – Chattogram, Police Station – Patiya, Mouza – Motpara, J.L No. 105 under RS Khatian No. 731, 2284, 1267, 361, 1046, 244, R.S Plot No. 196, 193, 192, 188, 74, 207, B.S Khatian No. 498/1, 468, 2844, 812, 2419, 248, B.S Mutation Khatian No. 1216 at present B.S Mutation Khatian No. 1263, B.S Plot No. 103, 105, 125, 112, 129, 410, 411, 413, area 0.5000 acre or 50.00 decimals of nal land with all structures constructed thereon with easement right, utility connection & common facilities attached thereto. Surrounding: B.S Plot No. 103 — North – Land of B.S Plot No. 104, South – Land of B.S Plot No. 409, 410, East – Land of B.S Plot No. 273, West – Land of B.S Plot No. 102. B.S Plot No. 105 — North – Land of B.S Plot No. 111, South – Land of B.S Plot No. 103, East – Land of B.S Plot No. 123, 104, West – Land of B.S Plot No. 106. B.S Plot No. 125 — North – Land of B.S Plot No. 124, 123, South – Road, East – Land of B.S Plot No. 120, West – Land of B.S Plot No. 126. B.S Plot No. 112 — North – Land of B.S Plot No. 115, South – Land of B.S Plot No. 113, West – Land of B.S Plot No. 273, West – Land of B.S Plot No. 111. B.S Plot No. 129 — North – Land of B.S Plot No. 128, South – Land of B.S Plot No. 130, East – Land of B.S Plot No. 126, West – Land of B.S Plot No. 131. B.S Plot No. 410 — North – Land of B.S Plot No. 105, South – Land of B.S Plot No. 412, East – Land of B.S Plot No. 409, West – Land of B.S Plot No. 411. B.S Plot No. 411 — North – Land of B.S Plot No. 103, South – Land of B.S Plot No. 413, East – Land of B.S Plot No. 410, West – Land of B.S Plot No. 418, 419. B.S Plot No. 413 — North – Land of B.S Plot No. 411, South – Land of B.S Plot No. 414, 416, East – Land of B.S Plot No. 412, West – Land of B.S Plot No. 417, 418. (14, 1132, 508, 1275)
bank-header (14, 63, 508, 150)
schedule-text: District – Chattogram, Police Station Patiya, Mouza – Jengal Khain, J.L No. 53, under R.S Khatian No. 321, 282, 347, R.S Plot No. 1246, 1250, 1249, 1247, B.S Khatian No. 351, 346, 7, 500, 810, B.S Mutation Khatian No. 837, at present B.S Mutation Khatian No. 853, B.S Plot No. 1446, 1448, 1449, 1450, 1616, area 2.2100 acre or 221.00 decimals of nal land with all structures thereon with easement rights, utility connection & common facilities attached thereto. B.S Plot No. 1446: North – Land of B.S Plot No. 1413, 1443, 1444, South – Land of B.S Plot No. 1700, 1708, East – Land of B.S Plot No. 1443, West – Land of B.S Plot No. 1447, 1418. B.S Plot No. 1449 & 1450: North – Land of B.S Plot No. 1448, South – Land of B.S Plot No. 1451, East – Land of B.S Plot No. 1447, West – Land of B.S Plot No. 1759. B.S Plot No. 1616: North – Land of B.S Plot No. 1447, 1449, South – Land of B.S Plot No. 1617, 1618, East – Land of B.S Plot No. 1700, 1448, West – Land of B.S Plot No. 1450, 1451, 1484, 1465, 1615. (14, 719, 508, 801)
schedule-text: All Fixed and Floating Assets including stock of the Company together with plant, machineries, equipments, furniture, tools, stocks and stores, spare parts, etc. of the Company (including those to be brought into) & situated at the Office / Project premises at 1 No. South Paharali, Nandirhat, Hathazari, Chattogram and/or godown of the Company and/or lying in the name of the Company and/or lying at Company's godown or at their premises in any part of Bangladesh including Book Debts of the Company. (522, 930, 1016, 980)
schedule-block (14, 518, 508, 578)
schedule-block (14, 801, 508, 922)
bank-subtitle: বাংলাদেশ পিএলসি | ইসলামী শরী'আহ মোতাবেক পরিচালিত (154, 100, 368, 109)
schedule-text: District – Chattogram, Police Station – Patiya, Mouza – Boroulhan, J.L No. 16 under R.S Khatian No. 215, 721, R.S Plot No. 1513, 1515, B.S Khatian No. 8, B.S Mutation Khatian No. 2142, at present B.S Mutation Khatian No. 2242, B.S Plot No. 1518, area 0.0522 acre or 5.22 decimals of nal land and all structures constructed thereon with easement rights, utility connection & common facilities attached thereto. Surrounding: North – Land of B.S Plot No. 1517, South – Land of B.S Plot No. 1535, East – Land of B.S Plot No. 1518, West – Land of B.S Plot No. 1518. (14, 1778, 508, 1829)
schedule-text: District – Chattogram, Police Station Anowara, Mouza – Khilpara, J.L. No. 48, under R.S Khatian No. 483, R.S Plot No. 1187, 1186/1269, B.S Khatian No. 122, B.S Mutation Khatian No. 967, at present B.S Mutation Khatian No. 1026, B.S Plot No. 1409, 1492, area 0.4000 acre or 40.00 decimals of nal land with all structure thereon with easement rights, utility connection & common facilities attached thereto. Surrounding: North – Remaining land of B.S Plot No. 1409, South – Land of B.S Plot No. 1491, East – Remaining land of B.S Plot No. 1409, 1492, West – Land of B.S Plot No. 1410, 1419. (14, 528, 508, 578)
